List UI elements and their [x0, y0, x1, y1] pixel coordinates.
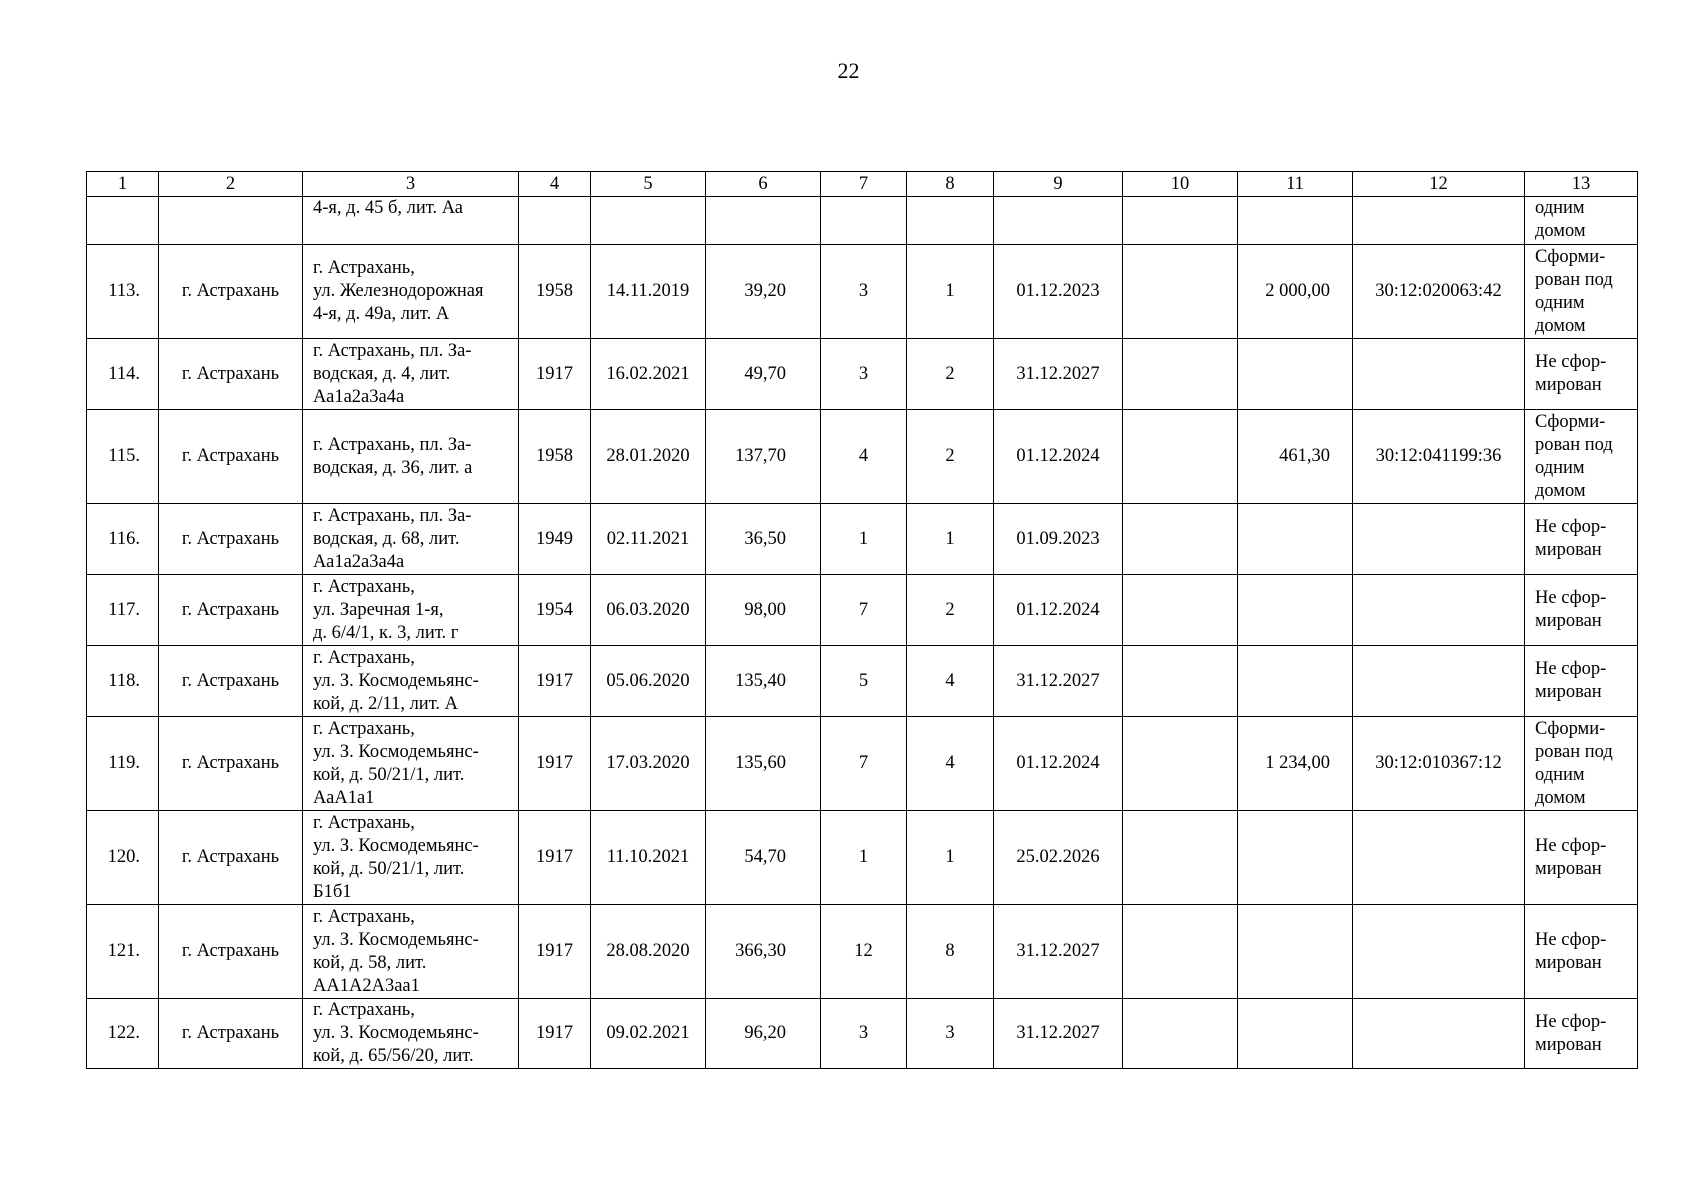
cell-city: г. Астрахань: [159, 245, 303, 339]
cell-row-number: 122.: [87, 999, 159, 1069]
cell-empty: [994, 197, 1123, 245]
status-line: мирован: [1535, 611, 1602, 631]
cell-row-number: 117.: [87, 575, 159, 646]
cell-empty: [706, 197, 821, 245]
cell-year: 1917: [519, 811, 591, 905]
cell-row-number: 116.: [87, 504, 159, 575]
cell-cadastral-number: 30:12:010367:12: [1353, 717, 1525, 811]
status-line: мирован: [1535, 1034, 1602, 1055]
cell-address: [303, 905, 519, 999]
cell-land-area: [1238, 811, 1353, 905]
table-row: [87, 999, 1638, 1069]
cell-cadastral-number: [1353, 339, 1525, 410]
address-line: водская, д. 36, лит. а: [313, 457, 473, 478]
cell-col7: 3: [821, 999, 907, 1069]
cell-land-status: [1525, 410, 1638, 504]
status-line: мирован: [1535, 858, 1602, 879]
cell-city: г. Астрахань: [159, 504, 303, 575]
status-line: Не сфор-: [1535, 835, 1607, 856]
column-header: 1: [87, 172, 159, 197]
cell-cadastral-number: [1353, 811, 1525, 905]
cell-year: 1917: [519, 339, 591, 410]
cell-area: 135,60: [706, 717, 821, 811]
cell-area: 96,20: [706, 999, 821, 1069]
cell-col10: [1123, 811, 1238, 905]
column-header: 12: [1353, 172, 1525, 197]
address-line: ул. Железнодорожная: [313, 281, 484, 301]
cell-row-number: 121.: [87, 905, 159, 999]
status-line: домом: [1535, 221, 1586, 241]
table-row: [87, 410, 1638, 504]
status-line: одним: [1535, 198, 1585, 218]
cell-land-status: [1525, 905, 1638, 999]
cell-deadline: 01.09.2023: [994, 504, 1123, 575]
address-line: Б1б1: [313, 881, 352, 902]
status-line: мирован: [1535, 540, 1602, 560]
address-line: водская, д. 68, лит.: [313, 528, 460, 549]
cell-col7: 3: [821, 339, 907, 410]
cell-land-area: 1 234,00: [1238, 717, 1353, 811]
status-line: одним: [1535, 764, 1585, 785]
column-header: 10: [1123, 172, 1238, 197]
cell-address: [303, 575, 519, 646]
cell-deadline: 01.12.2023: [994, 245, 1123, 339]
cell-address: [303, 197, 519, 245]
table-row: [87, 339, 1638, 410]
column-header: 7: [821, 172, 907, 197]
cell-deadline: 01.12.2024: [994, 575, 1123, 646]
cell-row-number: 120.: [87, 811, 159, 905]
address-line: г. Астрахань,: [313, 812, 415, 833]
table-row: [87, 717, 1638, 811]
cell-land-status: [1525, 339, 1638, 410]
address-line: ул. З. Космодемьянс-: [313, 929, 479, 950]
cell-land-status: [1525, 646, 1638, 717]
cell-row-number: 114.: [87, 339, 159, 410]
cell-year: 1958: [519, 410, 591, 504]
column-header: 6: [706, 172, 821, 197]
cell-year: 1958: [519, 245, 591, 339]
cell-land-area: [1238, 905, 1353, 999]
cell-col8: 1: [907, 504, 994, 575]
address-line: АаА1а1: [313, 787, 375, 808]
address-line: кой, д. 2/11, лит. А: [313, 693, 459, 714]
status-line: домом: [1535, 315, 1586, 336]
column-header: 4: [519, 172, 591, 197]
address-line: кой, д. 50/21/1, лит.: [313, 764, 465, 785]
cell-land-area: [1238, 646, 1353, 717]
column-header: 9: [994, 172, 1123, 197]
address-line: г. Астрахань,: [313, 647, 415, 668]
cell-col8: 1: [907, 811, 994, 905]
cell-col7: 5: [821, 646, 907, 717]
cell-col8: 1: [907, 245, 994, 339]
cell-col7: 4: [821, 410, 907, 504]
cell-area: 54,70: [706, 811, 821, 905]
status-line: рован под: [1535, 269, 1613, 290]
cell-cadastral-number: 30:12:041199:36: [1353, 410, 1525, 504]
table-row: [87, 811, 1638, 905]
cell-land-status: [1525, 575, 1638, 646]
cell-date: 02.11.2021: [591, 504, 706, 575]
cell-col10: [1123, 339, 1238, 410]
page-number: 22: [837, 58, 860, 83]
cell-col8: 2: [907, 339, 994, 410]
cell-col10: [1123, 717, 1238, 811]
cell-land-area: [1238, 504, 1353, 575]
cell-address: [303, 410, 519, 504]
cell-deadline: 31.12.2027: [994, 999, 1123, 1069]
cell-address: [303, 245, 519, 339]
cell-empty: [1238, 197, 1353, 245]
cell-address: [303, 646, 519, 717]
cell-land-area: [1238, 575, 1353, 646]
address-line: 4-я, д. 45 б, лит. Аа: [313, 198, 464, 218]
address-line: г. Астрахань,: [313, 1000, 415, 1020]
cell-date: 16.02.2021: [591, 339, 706, 410]
address-line: кой, д. 65/56/20, лит.: [313, 1046, 474, 1066]
cell-date: 06.03.2020: [591, 575, 706, 646]
status-line: домом: [1535, 787, 1586, 808]
cell-land-area: [1238, 339, 1353, 410]
cell-area: 98,00: [706, 575, 821, 646]
cell-land-area: 461,30: [1238, 410, 1353, 504]
cell-col7: 1: [821, 504, 907, 575]
cell-empty: [1353, 197, 1525, 245]
status-line: домом: [1535, 480, 1586, 501]
cell-address: [303, 811, 519, 905]
address-line: Аа1а2а3а4а: [313, 551, 405, 572]
cell-address: [303, 999, 519, 1069]
cell-row-number: 118.: [87, 646, 159, 717]
cell-cadastral-number: 30:12:020063:42: [1353, 245, 1525, 339]
status-line: мирован: [1535, 375, 1602, 395]
table-row: [87, 646, 1638, 717]
cell-city: г. Астрахань: [159, 905, 303, 999]
cell-col8: 4: [907, 717, 994, 811]
cell-deadline: 31.12.2027: [994, 646, 1123, 717]
cell-col10: [1123, 410, 1238, 504]
cell-year: 1954: [519, 575, 591, 646]
cell-col7: 1: [821, 811, 907, 905]
cell-date: 28.08.2020: [591, 905, 706, 999]
status-line: мирован: [1535, 682, 1602, 702]
cell-col8: 8: [907, 905, 994, 999]
address-line: АА1А2А3аа1: [313, 975, 420, 996]
cell-col7: 7: [821, 717, 907, 811]
cell-col8: 2: [907, 575, 994, 646]
cell-address: [303, 504, 519, 575]
cell-empty: [1123, 197, 1238, 245]
housing-registry-table: [86, 171, 1638, 1069]
cell-city: г. Астрахань: [159, 646, 303, 717]
status-line: Не сфор-: [1535, 588, 1607, 608]
address-line: ул. З. Космодемьянс-: [313, 835, 479, 856]
status-line: Не сфор-: [1535, 352, 1607, 372]
status-line: Сформи-: [1535, 411, 1606, 432]
cell-address: [303, 717, 519, 811]
address-line: кой, д. 50/21/1, лит.: [313, 858, 465, 879]
address-line: г. Астрахань,: [313, 576, 415, 597]
cell-col8: 4: [907, 646, 994, 717]
column-number-row: [87, 172, 1638, 197]
cell-col10: [1123, 245, 1238, 339]
cell-empty: [821, 197, 907, 245]
cell-col8: 2: [907, 410, 994, 504]
cell-row-number: 113.: [87, 245, 159, 339]
column-header: 13: [1525, 172, 1638, 197]
cell-area: 39,20: [706, 245, 821, 339]
cell-city: г. Астрахань: [159, 811, 303, 905]
column-header: 5: [591, 172, 706, 197]
address-line: кой, д. 58, лит.: [313, 952, 427, 973]
cell-area: 36,50: [706, 504, 821, 575]
cell-date: 09.02.2021: [591, 999, 706, 1069]
cell-cadastral-number: [1353, 504, 1525, 575]
cell-col7: 3: [821, 245, 907, 339]
cell-date: 28.01.2020: [591, 410, 706, 504]
status-line: рован под: [1535, 434, 1613, 455]
address-line: ул. Заречная 1-я,: [313, 599, 444, 620]
cell-col10: [1123, 504, 1238, 575]
cell-year: 1917: [519, 717, 591, 811]
status-line: Не сфор-: [1535, 929, 1607, 950]
cell-deadline: 01.12.2024: [994, 717, 1123, 811]
address-line: Аа1а2а3а4а: [313, 386, 405, 407]
cell-land-area: 2 000,00: [1238, 245, 1353, 339]
cell-empty: [159, 197, 303, 245]
cell-land-status: [1525, 811, 1638, 905]
address-line: г. Астрахань, пл. За-: [313, 340, 472, 361]
cell-empty: [907, 197, 994, 245]
column-header: 8: [907, 172, 994, 197]
status-line: Не сфор-: [1535, 659, 1607, 679]
table-row: [87, 575, 1638, 646]
cell-col10: [1123, 646, 1238, 717]
cell-col7: 7: [821, 575, 907, 646]
cell-cadastral-number: [1353, 999, 1525, 1069]
cell-land-area: [1238, 999, 1353, 1069]
table-row: [87, 905, 1638, 999]
status-line: Сформи-: [1535, 246, 1606, 267]
cell-city: г. Астрахань: [159, 410, 303, 504]
cell-date: 05.06.2020: [591, 646, 706, 717]
cell-city: г. Астрахань: [159, 999, 303, 1069]
cell-area: 137,70: [706, 410, 821, 504]
cell-empty: [519, 197, 591, 245]
cell-city: г. Астрахань: [159, 717, 303, 811]
cell-deadline: 31.12.2027: [994, 905, 1123, 999]
cell-city: г. Астрахань: [159, 339, 303, 410]
status-line: Сформи-: [1535, 718, 1606, 739]
cell-date: 11.10.2021: [591, 811, 706, 905]
cell-year: 1917: [519, 905, 591, 999]
cell-row-number: 119.: [87, 717, 159, 811]
cell-row-number: 115.: [87, 410, 159, 504]
status-line: рован под: [1535, 741, 1613, 762]
address-line: 4-я, д. 49а, лит. А: [313, 304, 450, 324]
cell-deadline: 25.02.2026: [994, 811, 1123, 905]
continuation-row: [87, 197, 1638, 245]
column-header: 2: [159, 172, 303, 197]
cell-land-status: [1525, 504, 1638, 575]
cell-cadastral-number: [1353, 575, 1525, 646]
cell-col10: [1123, 999, 1238, 1069]
cell-date: 17.03.2020: [591, 717, 706, 811]
cell-area: 366,30: [706, 905, 821, 999]
cell-cadastral-number: [1353, 646, 1525, 717]
cell-col8: 3: [907, 999, 994, 1069]
cell-land-status: [1525, 999, 1638, 1069]
table-row: [87, 245, 1638, 339]
cell-city: г. Астрахань: [159, 575, 303, 646]
cell-cadastral-number: [1353, 905, 1525, 999]
cell-land-status: [1525, 717, 1638, 811]
column-header: 3: [303, 172, 519, 197]
cell-empty: [87, 197, 159, 245]
address-line: г. Астрахань,: [313, 906, 415, 927]
cell-area: 135,40: [706, 646, 821, 717]
cell-col10: [1123, 905, 1238, 999]
status-line: Не сфор-: [1535, 1011, 1607, 1032]
cell-empty: [591, 197, 706, 245]
address-line: ул. З. Космодемьянс-: [313, 670, 479, 691]
cell-date: 14.11.2019: [591, 245, 706, 339]
cell-year: 1949: [519, 504, 591, 575]
cell-year: 1917: [519, 999, 591, 1069]
status-line: Не сфор-: [1535, 517, 1607, 537]
address-line: г. Астрахань,: [313, 718, 415, 739]
table-row: [87, 504, 1638, 575]
cell-col7: 12: [821, 905, 907, 999]
cell-land-status: [1525, 245, 1638, 339]
address-line: ул. З. Космодемьянс-: [313, 741, 479, 762]
address-line: водская, д. 4, лит.: [313, 363, 451, 384]
status-line: одним: [1535, 292, 1585, 313]
cell-land-status: [1525, 197, 1638, 245]
address-line: г. Астрахань, пл. За-: [313, 505, 472, 526]
address-line: д. 6/4/1, к. 3, лит. г: [313, 622, 459, 643]
status-line: мирован: [1535, 952, 1602, 973]
cell-deadline: 01.12.2024: [994, 410, 1123, 504]
address-line: г. Астрахань,: [313, 258, 415, 278]
cell-col10: [1123, 575, 1238, 646]
address-line: ул. З. Космодемьянс-: [313, 1023, 479, 1043]
cell-address: [303, 339, 519, 410]
cell-area: 49,70: [706, 339, 821, 410]
status-line: одним: [1535, 457, 1585, 478]
column-header: 11: [1238, 172, 1353, 197]
address-line: г. Астрахань, пл. За-: [313, 434, 472, 455]
cell-year: 1917: [519, 646, 591, 717]
cell-deadline: 31.12.2027: [994, 339, 1123, 410]
